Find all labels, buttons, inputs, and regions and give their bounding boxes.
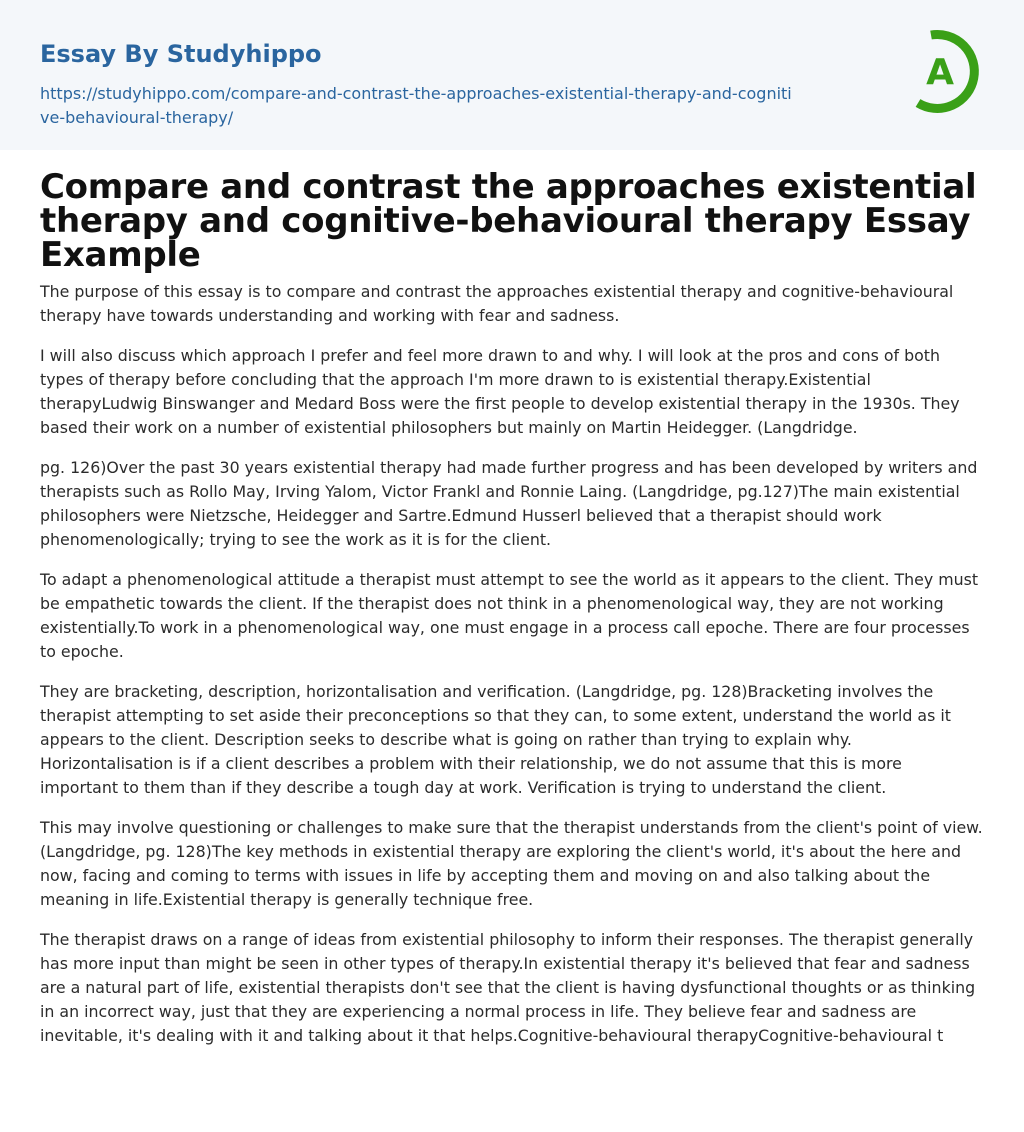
essay-paragraph: I will also discuss which approach I prefer and feel more drawn to and why. I will look at the pros and cons of both types of therapy before concluding that the approach I'm more drawn to is existential therapy.Existential therapyLudwig Binswanger and Medard Boss were the first people to develop existential therapy in the 1930s. They based their work on a number of existential philosophers but mainly on Martin Heidegger. (Langdridge. — [40, 346, 960, 437]
essay-paragraph: To adapt a phenomenological attitude a therapist must attempt to see the world as it appears to the client. They must be empathetic towards the client. If the therapist does not think in a phenomenological way, they are not working existentially.To work in a phenomenological way, one must engage in a process call epoche. There are four processes to epoche. — [40, 570, 979, 661]
essay-paragraph: The therapist draws on a range of ideas from existential philosophy to inform their responses. The therapist generally has more input than might be seen in other types of therapy.In existential therapy it's believed that fear and sadness are a natural part of life, existential therapists don't see that the client is having dysfunctional thoughts or as thinking in an incorrect way, just that they are experiencing a normal process in life. They believe fear and sadness are inevitable, it's dealing with it and talking about it that helps.Cognitive-behavioural therapyCognitive-behavioural t — [40, 930, 976, 1045]
page-header — [0, 0, 1024, 150]
essay-paragraph: They are bracketing, description, horizontalisation and verification. (Langdridge, pg. 128)Bracketing involves the therapist attempting to set aside their preconceptions so that they can, to some extent, understand the world as it appears to the client. Description seeks to describe what is going on rather than trying to explain why. Horizontalisation is if a client describes a problem with their relationship, we do not assume that this is more important to them than if they describe a tough day at work. Verification is trying to understand the client. — [40, 682, 951, 797]
site-brand[interactable]: Essay By Studyhippo — [40, 40, 322, 68]
essay-paragraph: pg. 126)Over the past 30 years existential therapy had made further progress and has been developed by writers and therapists such as Rollo May, Irving Yalom, Victor Frankl and Ronnie Laing. (Langdridge, pg.127)The main existential philosophers were Nietzsche, Heidegger and Sartre.Edmund Husserl believed that a therapist should work phenomenologically; trying to see the work as it is for the client. — [40, 458, 978, 549]
essay-paragraph: This may involve questioning or challenges to make sure that the therapist understands from the client's point of view. (Langdridge, pg. 128)The key methods in existential therapy are exploring the client's world, it's about the here and now, facing and coming to terms with issues in life by accepting them and moving on and also talking about the meaning in life.Existential therapy is generally technique free. — [40, 818, 983, 909]
essay-paragraph: The purpose of this essay is to compare and contrast the approaches existential therapy and cognitive-behavioural therapy have towards understanding and working with fear and sadness. — [40, 282, 954, 325]
essay-title: Compare and contrast the approaches existential therapy and cognitive-behavioural therapy Essay Example — [40, 167, 977, 275]
essay-body — [40, 280, 984, 1048]
logo-letter: A — [926, 52, 954, 93]
source-url-link[interactable]: https://studyhippo.com/compare-and-contrast-the-approaches-existential-therapy-and-cognitive-behavioural-therapy/ — [40, 84, 792, 127]
studyhippo-logo[interactable] — [910, 28, 988, 116]
essay-content — [40, 167, 984, 1064]
